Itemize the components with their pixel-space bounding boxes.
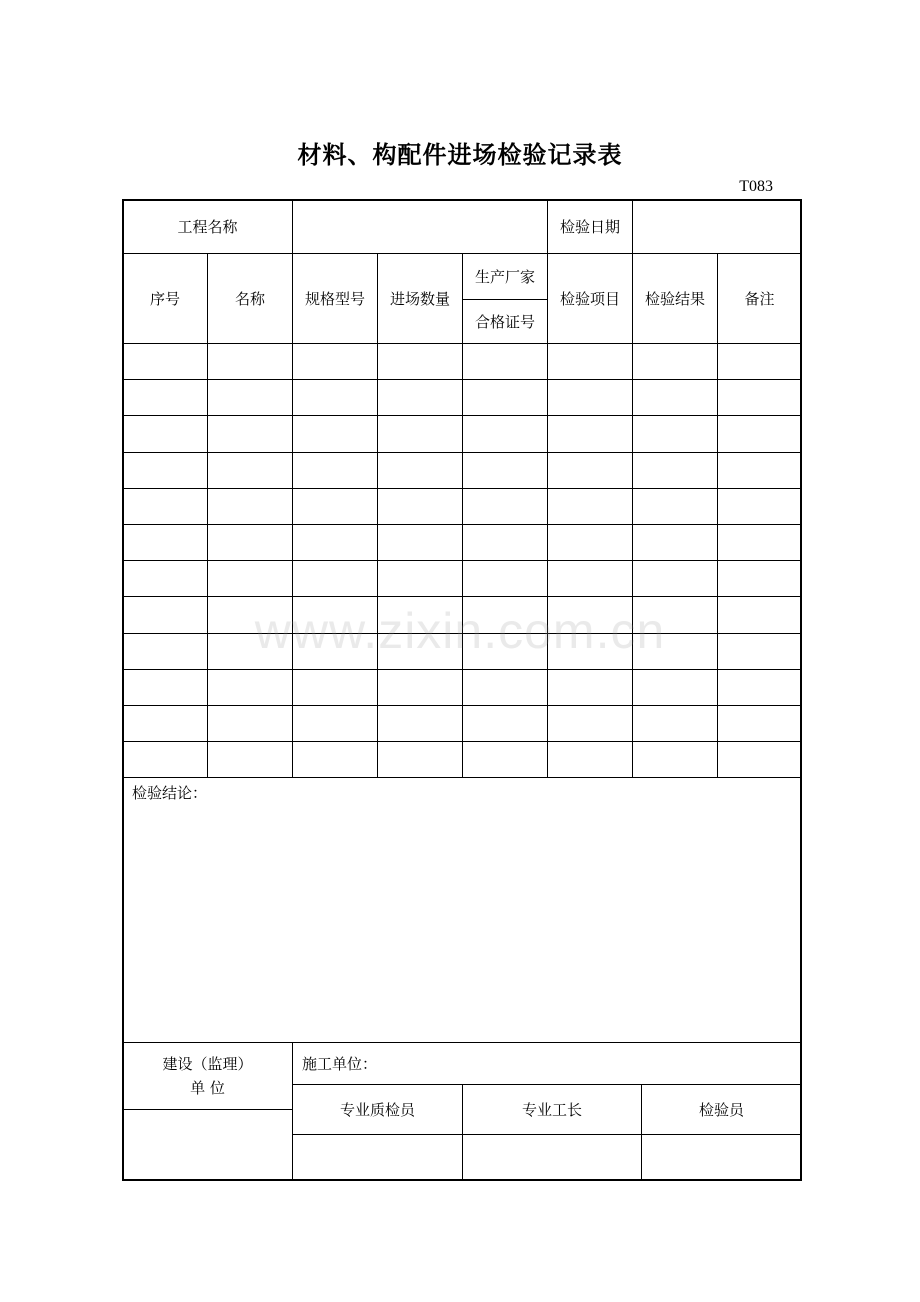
table-cell[interactable] [378,561,462,596]
project-name-label: 工程名称 [177,217,238,236]
table-cell[interactable] [633,561,717,596]
table-cell[interactable] [633,489,717,524]
table-cell[interactable] [208,634,292,669]
table-cell[interactable] [463,525,547,560]
table-cell[interactable] [293,380,377,415]
table-cell[interactable] [208,561,292,596]
col-header-result: 检验结果 [644,289,705,308]
table-cell[interactable] [378,380,462,415]
table-cell[interactable] [718,525,800,560]
table-cell[interactable] [378,634,462,669]
table-cell[interactable] [633,453,717,488]
table-cell[interactable] [378,597,462,632]
table-cell[interactable] [718,416,800,451]
table-cell[interactable] [123,344,207,379]
signature-inspector[interactable] [642,1135,801,1180]
table-cell[interactable] [633,344,717,379]
table-cell[interactable] [633,742,717,777]
table-cell[interactable] [123,670,207,705]
watermark: www.zixin.com.cn [254,603,666,659]
table-cell[interactable] [718,380,800,415]
role-foreman: 专业工长 [521,1100,582,1119]
table-cell[interactable] [463,416,547,451]
table-cell[interactable] [718,453,800,488]
table-cell[interactable] [718,561,800,596]
table-cell[interactable] [123,561,207,596]
table-cell[interactable] [718,597,800,632]
table-cell[interactable] [633,597,717,632]
signature-foreman[interactable] [463,1135,641,1180]
table-cell[interactable] [463,453,547,488]
table-cell[interactable] [463,344,547,379]
inspection-date-field[interactable] [633,200,801,253]
table-cell[interactable] [378,525,462,560]
form-code: T083 [739,178,773,195]
table-cell[interactable] [463,597,547,632]
table-cell[interactable] [463,561,547,596]
conclusion-label: 检验结论： [132,784,208,802]
col-header-spec: 规格型号 [304,289,365,308]
owner-unit-label: 建设（监理） 单 位 [162,1055,253,1097]
signature-quality-inspector[interactable] [293,1135,462,1180]
table-cell[interactable] [293,742,377,777]
table-cell[interactable] [718,670,800,705]
table-cell[interactable] [293,706,377,741]
table-cell[interactable] [293,561,377,596]
table-cell[interactable] [633,416,717,451]
col-header-quantity: 进场数量 [389,289,450,308]
table-cell[interactable] [293,597,377,632]
table-cell[interactable] [548,525,632,560]
table-cell[interactable] [548,742,632,777]
table-cell[interactable] [548,670,632,705]
col-header-manufacturer: 生产厂家 [474,267,535,286]
table-cell[interactable] [548,706,632,741]
table-cell[interactable] [378,453,462,488]
table-cell[interactable] [548,453,632,488]
contractor-label: 施工单位： [302,1054,378,1073]
table-cell[interactable] [123,380,207,415]
table-cell[interactable] [463,706,547,741]
conclusion-field[interactable] [123,805,801,1040]
table-cell[interactable] [378,706,462,741]
table-cell[interactable] [633,380,717,415]
table-cell[interactable] [293,344,377,379]
table-cell[interactable] [208,706,292,741]
table-cell[interactable] [208,344,292,379]
table-cell[interactable] [463,380,547,415]
table-cell[interactable] [293,416,377,451]
table-cell[interactable] [293,453,377,488]
col-header-serial: 序号 [149,289,180,308]
table-cell[interactable] [378,416,462,451]
table-cell[interactable] [293,489,377,524]
table-cell[interactable] [378,670,462,705]
table-cell[interactable] [463,634,547,669]
table-cell[interactable] [378,742,462,777]
table-cell[interactable] [208,416,292,451]
table-cell[interactable] [208,380,292,415]
table-cell[interactable] [548,489,632,524]
role-inspector: 检验员 [698,1100,744,1119]
table-cell[interactable] [633,525,717,560]
project-name-field[interactable] [293,200,547,253]
table-cell[interactable] [123,706,207,741]
table-cell[interactable] [378,344,462,379]
table-cell[interactable] [718,489,800,524]
table-cell[interactable] [293,634,377,669]
table-cell[interactable] [378,489,462,524]
table-cell[interactable] [208,597,292,632]
owner-signature-field[interactable] [123,1110,292,1180]
col-header-item: 检验项目 [559,289,620,308]
table-cell[interactable] [548,597,632,632]
table-cell[interactable] [123,416,207,451]
table-cell[interactable] [718,634,800,669]
table-cell[interactable] [208,525,292,560]
table-cell[interactable] [123,742,207,777]
table-cell[interactable] [633,670,717,705]
col-header-certificate: 合格证号 [474,312,535,331]
table-cell[interactable] [548,344,632,379]
table-cell[interactable] [633,706,717,741]
table-cell[interactable] [463,489,547,524]
table-cell[interactable] [548,634,632,669]
table-cell[interactable] [463,670,547,705]
role-quality-inspector: 专业质检员 [339,1100,415,1119]
col-header-remark: 备注 [744,289,775,308]
table-cell[interactable] [123,453,207,488]
table-cell[interactable] [463,742,547,777]
table-cell[interactable] [123,489,207,524]
table-cell[interactable] [718,344,800,379]
table-cell[interactable] [633,634,717,669]
table-cell[interactable] [293,525,377,560]
table-cell[interactable] [123,634,207,669]
form-title: 材料、构配件进场检验记录表 [297,141,623,169]
table-cell[interactable] [123,525,207,560]
col-header-name: 名称 [234,289,265,308]
table-cell[interactable] [718,742,800,777]
table-cell[interactable] [548,416,632,451]
table-cell[interactable] [208,453,292,488]
table-cell[interactable] [293,670,377,705]
table-cell[interactable] [208,489,292,524]
table-cell[interactable] [718,706,800,741]
table-cell[interactable] [208,670,292,705]
table-cell[interactable] [123,597,207,632]
inspection-date-label: 检验日期 [559,217,620,236]
table-cell[interactable] [548,561,632,596]
table-cell[interactable] [548,380,632,415]
table-cell[interactable] [208,742,292,777]
